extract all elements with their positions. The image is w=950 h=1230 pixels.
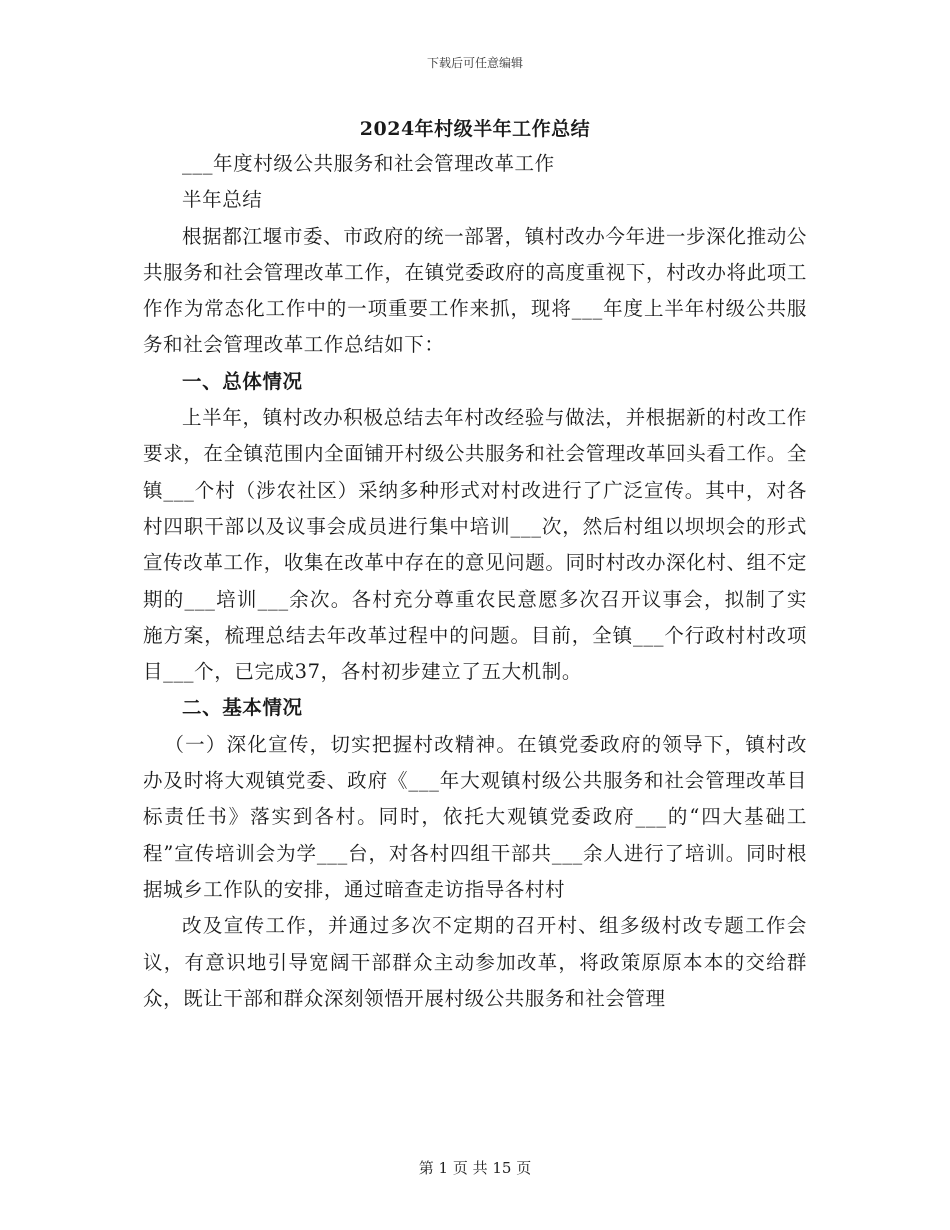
- subtitle-line-2: 半年总结: [182, 188, 263, 212]
- paragraph-overall: 上半年，镇村改办积极总结去年村改经验与做法，并根据新的村改工作要求，在全镇范围内全面铺开村级公共服务和社会管理改革回头看工作。全镇___个村（涉农社区）采纳多种形式对村改进行了广泛宣传。其中，对各村四职干部以及议事会成员进行集中培训___次，然后村组以坝坝会的形式宣传改革工作，收集在改革中存在的意见问题。同时村改办深化村、组不定期的___培训___余次。各村充分尊重农民意愿多次召开议事会，拟制了实施方案，梳理总结去年改革过程中的问题。目前，全镇___个行政村村改项目___个，已完成37，各村初步建立了五大机制。: [143, 406, 807, 684]
- page-footer: 第 1 页 共 15 页: [418, 1159, 532, 1177]
- subtitle-line-1: ___年度村级公共服务和社会管理改革工作: [182, 152, 555, 175]
- document-body: [143, 146, 807, 1017]
- document-title: 2024年村级半年工作总结: [359, 118, 591, 140]
- section-heading-overall: 一、总体情况: [182, 369, 303, 393]
- header-note: 下载后可任意编辑: [426, 56, 523, 70]
- paragraph-basic-2: 改及宣传工作，并通过多次不定期的召开村、组多级村改专题工作会议，有意识地引导宽阔干部群众主动参加改革，将政策原原本本的交给群众，既让干部和群众深刻领悟开展村级公共服务和社会管理: [143, 914, 807, 1010]
- section-heading-basic: 二、基本情况: [182, 696, 303, 720]
- paragraph-basic-1: （一）深化宣传，切实把握村改精神。在镇党委政府的领导下，镇村改办及时将大观镇党委、政府《___年大观镇村级公共服务和社会管理改革目标责任书》落实到各村。同时，依托大观镇党委政府___的“四大基础工程”宣传培训会为学___台，对各村四组干部共___余人进行了培训。同时根据城乡工作队的安排，通过暗查走访指导各村村: [143, 732, 807, 901]
- paragraph-intro: 根据都江堰市委、市政府的统一部署，镇村改办今年进一步深化推动公共服务和社会管理改革工作，在镇党委政府的高度重视下，村改办将此项工作作为常态化工作中的一项重要工作来抓，现将___年度上半年村级公共服务和社会管理改革工作总结如下：: [143, 224, 807, 357]
